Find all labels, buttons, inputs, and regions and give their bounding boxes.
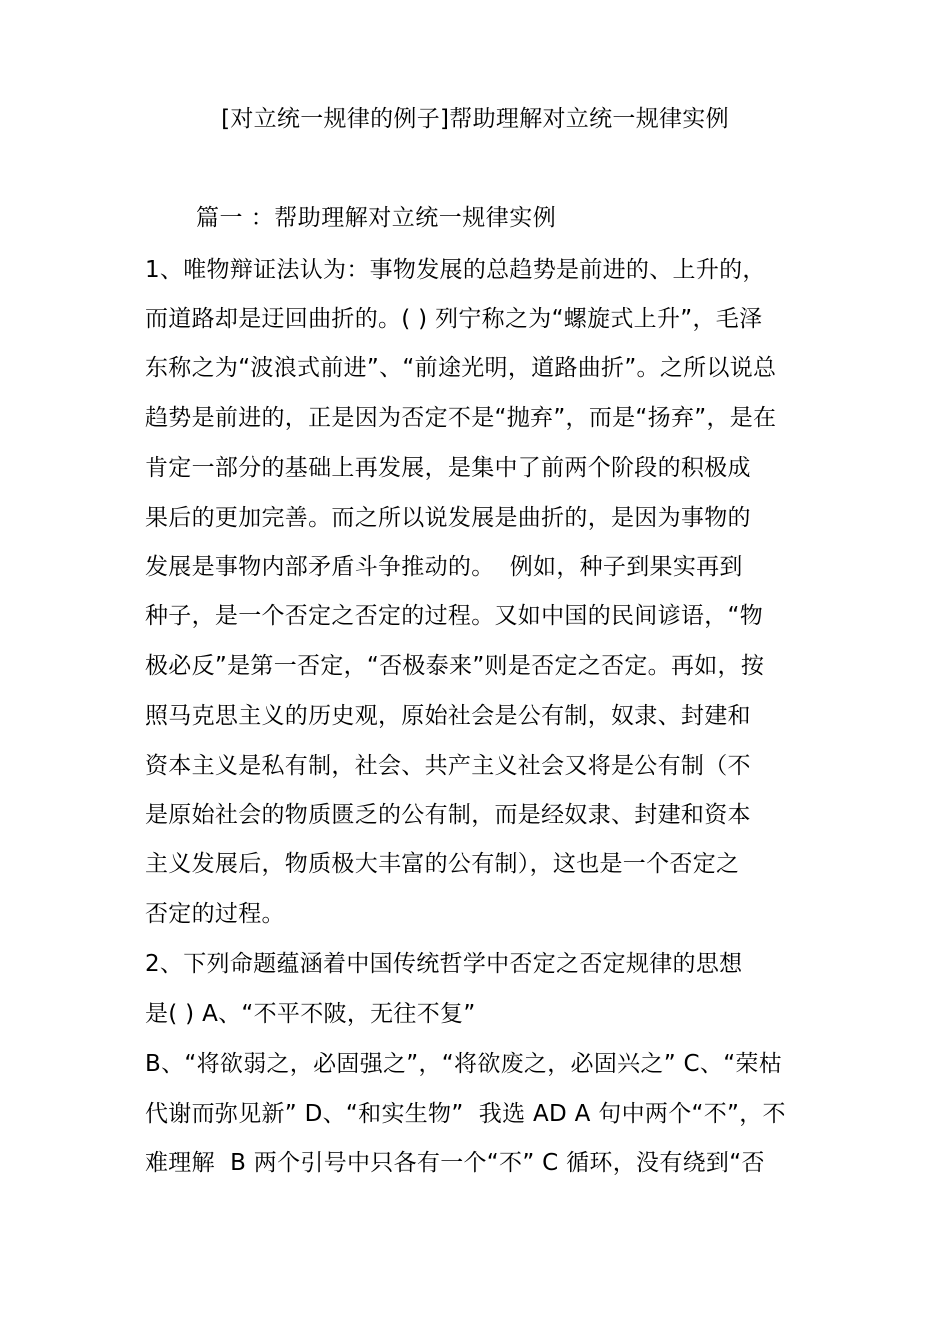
paragraph-line: 难理解 B 两个引号中只各有一个“不” C 循环，没有绕到“否 [145, 1150, 765, 1176]
section-heading: 篇一 ：帮助理解对立统一规律实例 [196, 205, 557, 231]
paragraph-line: 否定的过程。 [145, 901, 285, 927]
paragraph-line: 代谢而弥见新” D、“和实生物” 我选 AD A 句中两个“不”，不 [145, 1101, 786, 1127]
paragraph-line: 种子，是一个否定之否定的过程。又如中国的民间谚语，“物 [145, 603, 764, 629]
paragraph-line: 而道路却是迂回曲折的。( ) 列宁称之为“螺旋式上升”，毛泽 [145, 306, 763, 332]
paragraph-line: 东称之为“波浪式前进”、“前途光明，道路曲折”。之所以说总 [145, 355, 777, 381]
paragraph-line: 极必反”是第一否定，“否极泰来”则是否定之否定。再如，按 [145, 653, 765, 679]
paragraph-line: 趋势是前进的，正是因为否定不是“抛弃”，而是“扬弃”，是在 [145, 405, 777, 431]
paragraph-line: 肯定一部分的基础上再发展，是集中了前两个阶段的积极成 [145, 455, 751, 481]
paragraph-line: 发展是事物内部矛盾斗争推动的。 例如，种子到果实再到 [145, 554, 743, 580]
paragraph-line: 2、下列命题蕴涵着中国传统哲学中否定之否定规律的思想 [145, 951, 743, 977]
paragraph-line: 资本主义是私有制，社会、共产主义社会又将是公有制（不 [145, 753, 751, 779]
paragraph-line: 是原始社会的物质匮乏的公有制，而是经奴隶、封建和资本 [145, 802, 751, 828]
document-title: [对立统一规律的例子]帮助理解对立统一规律实例 [221, 106, 729, 132]
paragraph-line: 是( ) A、“不平不陂，无往不复” [145, 1001, 476, 1027]
paragraph-line: 照马克思主义的历史观，原始社会是公有制，奴隶、封建和 [145, 703, 751, 729]
paragraph-line: 1、唯物辩证法认为：事物发展的总趋势是前进的、上升的， [145, 257, 766, 283]
paragraph-line: 果后的更加完善。而之所以说发展是曲折的，是因为事物的 [145, 505, 751, 531]
paragraph-line: 主义发展后，物质极大丰富的公有制），这也是一个否定之 [145, 851, 740, 877]
paragraph-line: B、“将欲弱之，必固强之”，“将欲废之，必固兴之” C、“荣枯 [145, 1051, 783, 1077]
